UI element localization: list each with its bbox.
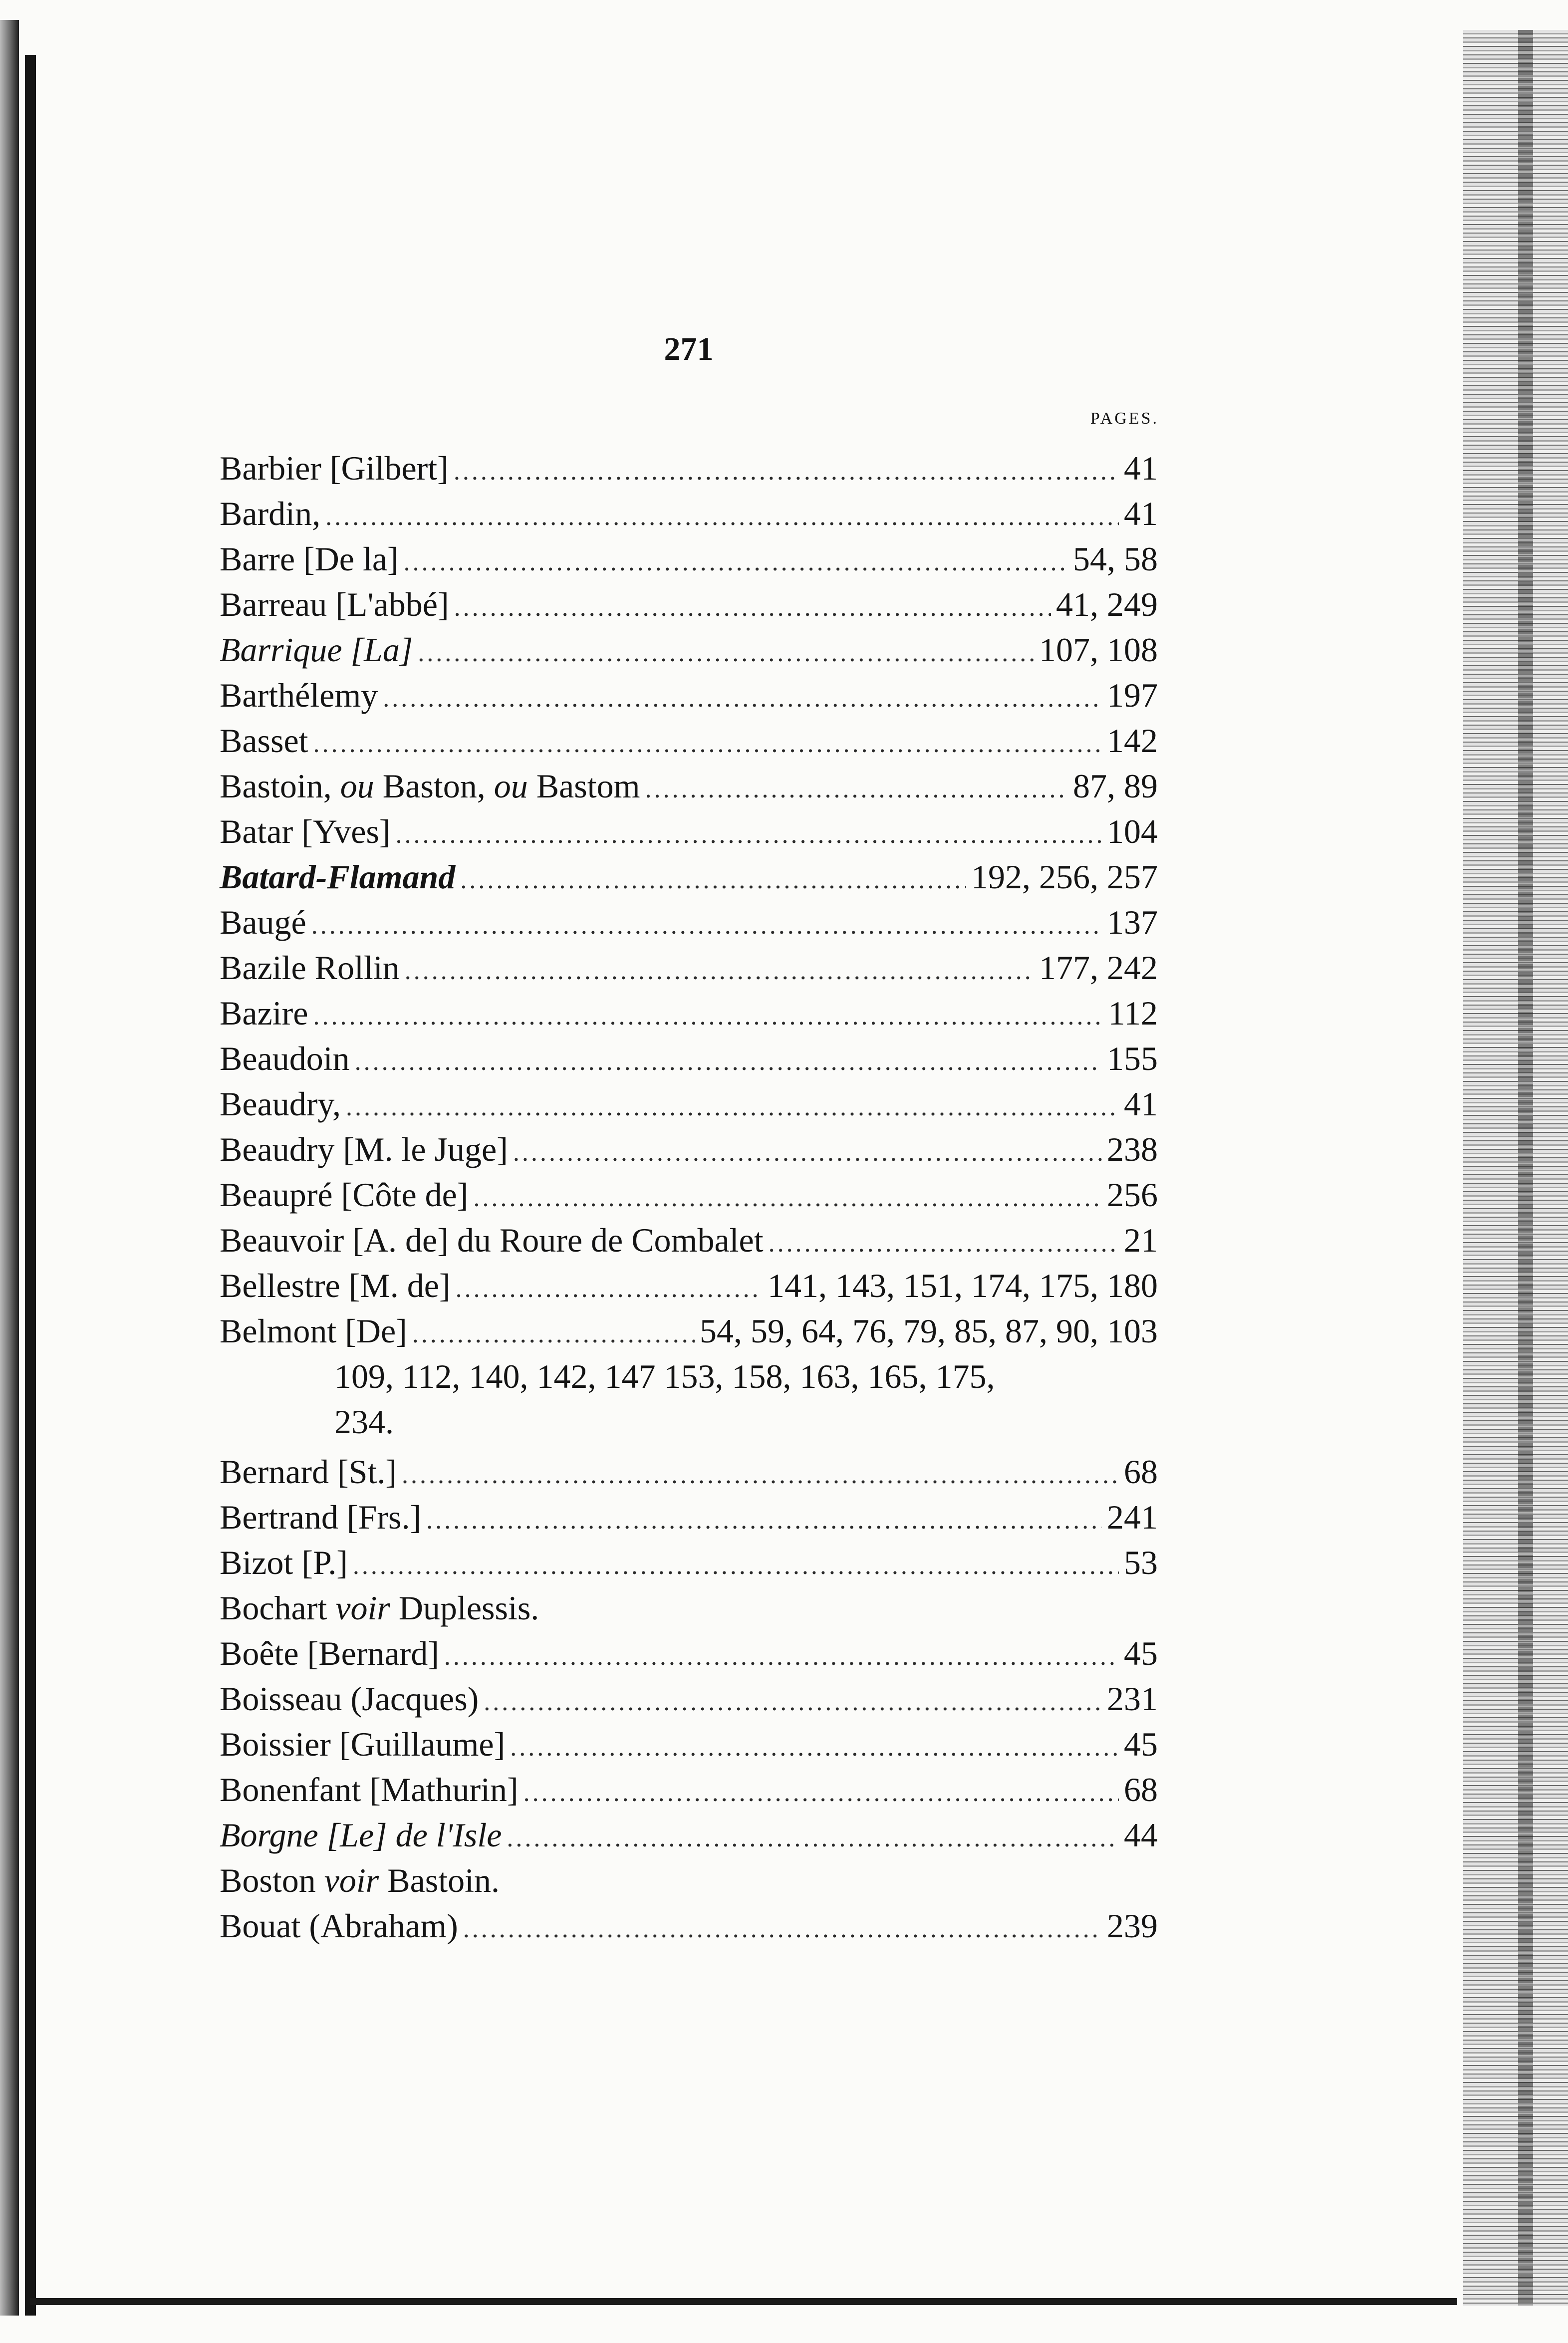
index-entry <box>220 494 1158 533</box>
entry-term: Bernard [St.] <box>220 1453 397 1491</box>
entry-pages: 231 <box>1107 1680 1158 1718</box>
entry-term: Barbier [Gilbert] <box>220 449 449 487</box>
entry-term: Basset <box>220 722 308 760</box>
entry-pages: 241 <box>1107 1498 1158 1536</box>
dot-leader <box>460 860 966 900</box>
entry-pages: 68 <box>1124 1771 1158 1809</box>
entry-term: Borgne [Le] de l'Isle <box>220 1816 502 1854</box>
entry-pages: 107, 108 <box>1039 631 1158 669</box>
entry-term: Boisseau (Jacques) <box>220 1680 479 1718</box>
index-entry <box>220 1266 1158 1305</box>
index-entry <box>220 902 1158 942</box>
page-scan-right-edge <box>1463 30 1568 2306</box>
index-entry <box>220 675 1158 715</box>
entry-term: Boston voir Bastoin. <box>220 1861 500 1899</box>
entry-pages: 87, 89 <box>1073 767 1158 805</box>
index-entry <box>220 857 1158 897</box>
dot-leader <box>510 1728 1119 1768</box>
index-entry <box>220 1084 1158 1124</box>
dot-leader <box>396 815 1102 855</box>
entry-term: Bardin, <box>220 495 321 532</box>
entry-pages: 155 <box>1107 1040 1158 1077</box>
page-scan-bottom-border <box>30 2298 1457 2305</box>
entry-term: Beaudry [M. le Juge] <box>220 1130 508 1168</box>
entry-term: Barthélemy <box>220 676 378 714</box>
entry-term: Barre [De la] <box>220 540 399 578</box>
entry-continuation: 109, 112, 140, 142, 147 153, 158, 163, 165, 175, <box>334 1357 995 1395</box>
entry-pages: 54, 59, 64, 76, 79, 85, 87, 90, 103 <box>700 1312 1158 1350</box>
entry-term: Beaupré [Côte de] <box>220 1176 469 1214</box>
index-entry <box>220 1679 1158 1719</box>
entry-term: Bastoin, ou Baston, ou Bastom <box>220 767 640 805</box>
entry-pages: 45 <box>1124 1634 1158 1672</box>
dot-leader <box>456 1269 763 1309</box>
entry-term: Baugé <box>220 903 306 941</box>
entry-term: Beaudoin <box>220 1040 350 1077</box>
dot-leader <box>523 1773 1119 1813</box>
entry-term: Batard-Flamand <box>220 858 456 896</box>
entry-pages: 41 <box>1124 449 1158 487</box>
entry-term: Boête [Bernard] <box>220 1634 439 1672</box>
page-scan-left-border <box>25 55 36 2316</box>
entry-continuation: 234. <box>334 1403 394 1441</box>
entry-term: Bouat (Abraham) <box>220 1907 458 1945</box>
index-entry <box>220 539 1158 579</box>
dot-leader <box>426 1501 1102 1541</box>
entry-term: Beaudry, <box>220 1085 341 1123</box>
dot-leader <box>355 1042 1102 1082</box>
dot-leader <box>353 1546 1119 1586</box>
index-entry <box>220 1175 1158 1215</box>
dot-leader <box>454 588 1051 628</box>
index-entry <box>220 448 1158 488</box>
entry-term: Bochart voir Duplessis. <box>220 1589 539 1627</box>
index-entry <box>220 1220 1158 1260</box>
index-entry <box>220 993 1158 1033</box>
entry-term: Beauvoir [A. de] du Roure de Combalet <box>220 1221 764 1259</box>
entry-term: Barreau [L'abbé] <box>220 585 449 623</box>
dot-leader <box>313 724 1102 764</box>
entry-pages: 104 <box>1107 812 1158 850</box>
dot-leader <box>645 770 1068 809</box>
entry-pages: 238 <box>1107 1130 1158 1168</box>
entry-pages: 41 <box>1124 1085 1158 1123</box>
index-entry <box>220 1770 1158 1810</box>
index-entry <box>220 1497 1158 1537</box>
dot-leader <box>513 1133 1102 1173</box>
dot-leader <box>405 951 1034 991</box>
page-scan-right-shadow <box>1518 30 1533 2306</box>
index-entry <box>220 1452 1158 1492</box>
entry-pages: 68 <box>1124 1453 1158 1491</box>
entry-pages: 197 <box>1107 676 1158 714</box>
page-scan-left-edge <box>0 20 19 2316</box>
entry-term: Boissier [Guillaume] <box>220 1725 506 1763</box>
entry-pages: 192, 256, 257 <box>971 858 1158 896</box>
index-entry <box>220 1815 1158 1855</box>
dot-leader <box>769 1224 1119 1264</box>
pages-column-header: PAGES. <box>1090 409 1159 428</box>
entry-pages: 54, 58 <box>1073 540 1158 578</box>
dot-leader <box>444 1637 1119 1677</box>
index-entry <box>220 630 1158 670</box>
entry-term: Bizot [P.] <box>220 1544 348 1581</box>
entry-pages: 44 <box>1124 1816 1158 1854</box>
dot-leader <box>454 452 1119 492</box>
index-entry <box>220 1129 1158 1169</box>
index-entry <box>220 1633 1158 1673</box>
entry-pages: 142 <box>1107 722 1158 760</box>
entry-pages: 177, 242 <box>1039 949 1158 987</box>
dot-leader <box>346 1087 1119 1127</box>
entry-pages: 41 <box>1124 495 1158 532</box>
dot-leader <box>404 542 1068 582</box>
entry-pages: 53 <box>1124 1544 1158 1581</box>
entry-pages: 137 <box>1107 903 1158 941</box>
index-entry <box>220 811 1158 851</box>
index-entry <box>220 1311 1158 1351</box>
index-entry <box>220 1588 1158 1628</box>
entry-pages: 45 <box>1124 1725 1158 1763</box>
dot-leader <box>507 1819 1119 1858</box>
dot-leader <box>463 1909 1102 1949</box>
entry-pages: 21 <box>1124 1221 1158 1259</box>
entry-term: Belmont [De] <box>220 1312 407 1350</box>
index-entry <box>220 948 1158 988</box>
entry-pages: 256 <box>1107 1176 1158 1214</box>
index-entry <box>220 584 1158 624</box>
entry-term: Bonenfant [Mathurin] <box>220 1771 519 1809</box>
entry-pages: 41, 249 <box>1056 585 1158 623</box>
index-entry <box>220 766 1158 806</box>
index-entry <box>220 1543 1158 1582</box>
index-entry <box>220 1039 1158 1078</box>
entry-pages: 239 <box>1107 1907 1158 1945</box>
dot-leader <box>402 1455 1119 1495</box>
entry-term: Bazire <box>220 994 308 1032</box>
dot-leader <box>383 679 1102 719</box>
dot-leader <box>473 1178 1102 1218</box>
dot-leader <box>484 1682 1102 1722</box>
entry-pages: 112 <box>1108 994 1158 1032</box>
dot-leader <box>412 1314 695 1354</box>
index-entry <box>220 1860 1158 1900</box>
index-entry <box>220 1724 1158 1764</box>
dot-leader <box>325 497 1119 537</box>
entry-term: Bellestre [M. de] <box>220 1267 451 1304</box>
index-entry <box>220 1906 1158 1946</box>
entry-pages: 141, 143, 151, 174, 175, 180 <box>768 1267 1158 1304</box>
entry-term: Bazile Rollin <box>220 949 400 987</box>
dot-leader <box>313 997 1103 1037</box>
index-entry <box>220 721 1158 761</box>
entry-term: Barrique [La] <box>220 631 413 669</box>
entry-term: Batar [Yves] <box>220 812 391 850</box>
entry-term: Bertrand [Frs.] <box>220 1498 422 1536</box>
page-number: 271 <box>664 331 714 367</box>
dot-leader <box>311 906 1102 946</box>
dot-leader <box>418 633 1034 673</box>
